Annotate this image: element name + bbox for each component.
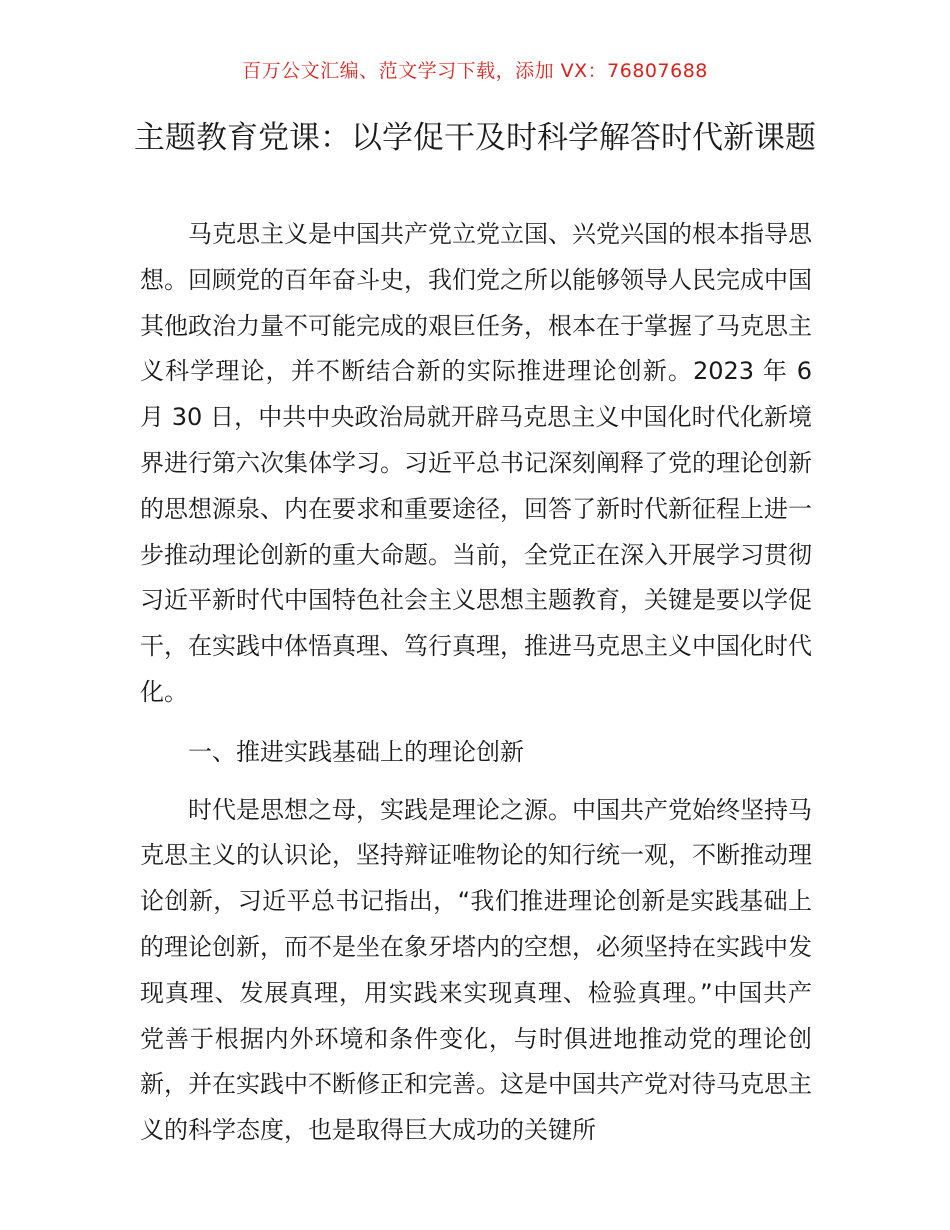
- section-paragraph: 时代是思想之母，实践是理论之源。中国共产党始终坚持马克思主义的认识论，坚持辩证唯物论的知行统一观，不断推动理论创新，习近平总书记指出，“我们推进理论创新是实践基础上的理论创新，而不是坐在象牙塔内的空想，必须坚持在实践中发现真理、发展真理，用实践来实现真理、检验真理。”中国共产党善于根据内外环境和条件变化，与时俱进地推动党的理论创新，并在实践中不断修正和完善。这是中国共产党对待马克思主义的科学态度，也是取得巨大成功的关键所: [140, 795, 812, 1145]
- section-heading: 一、推进实践基础上的理论创新: [188, 737, 524, 766]
- document-title: 主题教育党课：以学促干及时科学解答时代新课题: [134, 120, 816, 156]
- header-banner: 百万公文汇编、范文学习下载，添加 VX：76807688: [242, 60, 708, 82]
- intro-paragraph: 马克思主义是中国共产党立党立国、兴党兴国的根本指导思想。回顾党的百年奋斗史，我们党之所以能够领导人民完成中国其他政治力量不可能完成的艰巨任务，根本在于掌握了马克思主义科学理论，并不断结合新的实际推进理论创新。2023 年 6 月 30 日，中共中央政治局就开辟马克思主义中国化时代化新境界进行第六次集体学习。习近平总书记深刻阐释了党的理论创新的思想源泉、内在要求和重要途径，回答了新时代新征程上进一步推动理论创新的重大命题。当前，全党正在深入开展学习贯彻习近平新时代中国特色社会主义思想主题教育，关键是要以学促干，在实践中体悟真理、笃行真理，推进马克思主义中国化时代化。: [140, 220, 812, 706]
- document-body: [140, 212, 812, 1154]
